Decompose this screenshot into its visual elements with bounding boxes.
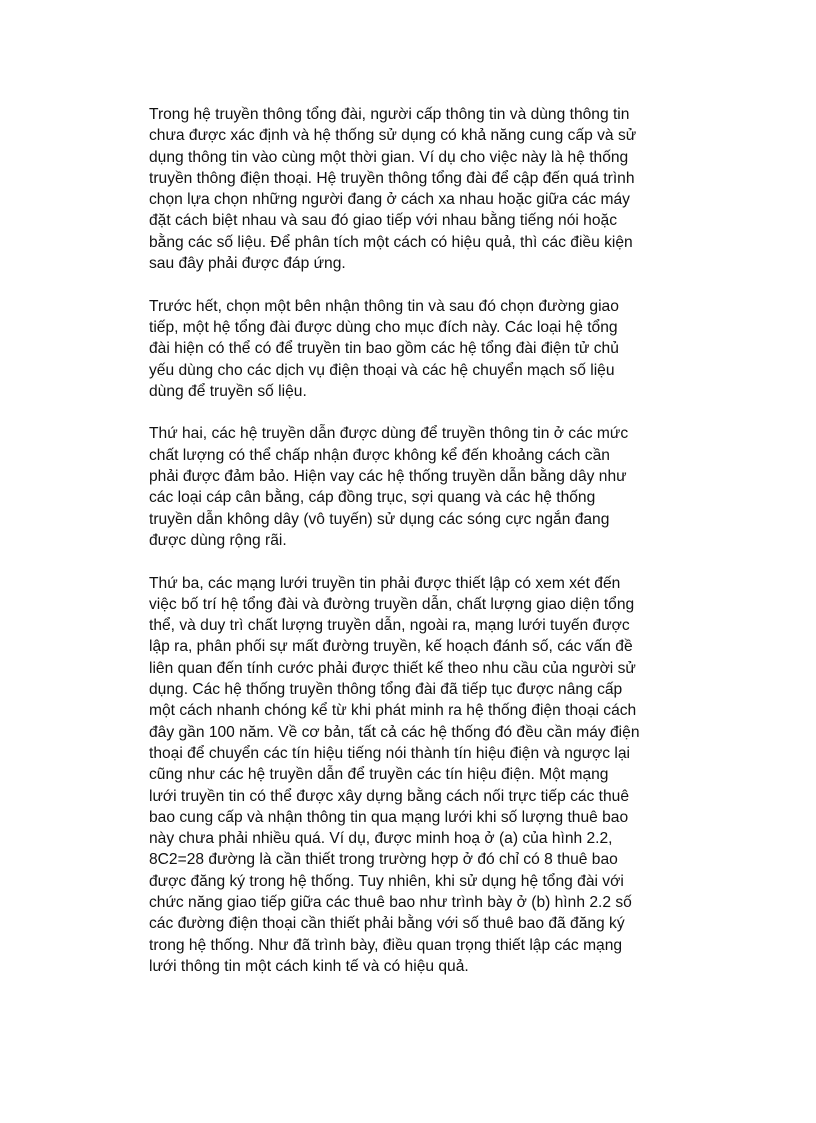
document-body [149, 104, 709, 998]
text-line: Thứ ba, các mạng lưới truyền tin phải được thiết lập có xem xét đến [149, 574, 621, 592]
text-line: lưới thông tin một cách kinh tế và có hiệu quả. [149, 957, 469, 975]
text-line: thoại để chuyển các tín hiệu tiếng nói thành tín hiệu điện và ngược lại [149, 744, 631, 762]
text-line: truyền dẫn không dây (vô tuyến) sử dụng các sóng cực ngắn đang [149, 510, 610, 528]
text-line: việc bố trí hệ tổng đài và đường truyền dẫn, chất lượng giao diện tổng [149, 595, 635, 613]
text-line: Trong hệ truyền thông tổng đài, người cấp thông tin và dùng thông tin [149, 106, 630, 123]
text-line: cũng như các hệ truyền dẫn để truyền các tín hiệu điện. Một mạng [149, 766, 609, 784]
text-line: chọn lựa chọn những người đang ở cách xa nhau hoặc giữa các máy [149, 191, 630, 209]
text-line: dùng để truyền số liệu. [149, 382, 307, 400]
text-line: bằng các số liệu. Để phân tích một cách có hiệu quả, thì các điều kiện [149, 233, 633, 251]
text-line: lưới truyền tin có thể được xây dựng bằng cách nối trực tiếp các thuê [149, 787, 630, 805]
text-line: bao cung cấp và nhận thông tin qua mạng lưới khi số lượng thuê bao [149, 808, 629, 826]
text-line: sau đây phải được đáp ứng. [149, 255, 346, 273]
text-line: Trước hết, chọn một bên nhận thông tin và sau đó chọn đường giao [149, 297, 619, 315]
text-line: tiếp, một hệ tổng đài được dùng cho mục đích này. Các loại hệ tổng [149, 318, 618, 336]
text-line: lập ra, phân phối sự mất đường truyền, kế hoạch đánh số, các vấn đề [149, 638, 633, 656]
text-line: đài hiện có thể có để truyền tin bao gồm các hệ tổng đài điện tử chủ [149, 340, 619, 358]
text-line: đây gần 100 năm. Về cơ bản, tất cả các hệ thống đó đều cần máy điện [149, 723, 640, 741]
text-line: đặt cách biệt nhau và sau đó giao tiếp với nhau bằng tiếng nói hoặc [149, 212, 617, 230]
text-line: dụng thông tin vào cùng một thời gian. Ví dụ cho việc này là hệ thống [149, 148, 629, 166]
text-line: một cách nhanh chóng kể từ khi phát minh ra hệ thống điện thoại cách [149, 702, 637, 720]
text-line: chưa được xác định và hệ thống sử dụng có khả năng cung cấp và sử [149, 127, 637, 145]
text-line: chất lượng có thể chấp nhận được không kể đến khoảng cách cần [149, 446, 610, 464]
text-line: trong hệ thống. Như đã trình bày, điều quan trọng thiết lập các mạng [149, 936, 623, 954]
text-line: chức năng giao tiếp giữa các thuê bao như trình bày ở (b) hình 2.2 số [149, 893, 632, 911]
text-line: được đăng ký trong hệ thống. Tuy nhiên, khi sử dụng hệ tổng đài với [149, 872, 624, 890]
text-line: liên quan đến tính cước phải được thiết kế theo nhu cầu của người sử [149, 659, 636, 677]
text-line: truyền thông điện thoại. Hệ truyền thông tổng đài để cập đến quá trình [149, 169, 635, 187]
text-line: này chưa phải nhiều quá. Ví dụ, được minh hoạ ở (a) của hình 2.2, [149, 830, 613, 848]
text-line: các loại cáp cân bằng, cáp đồng trục, sợi quang và các hệ thống [149, 489, 596, 507]
paragraph-3 [149, 423, 709, 551]
text-line: dụng. Các hệ thống truyền thông tổng đài đã tiếp tục được nâng cấp [149, 681, 623, 699]
text-line: yếu dùng cho các dịch vụ điện thoại và các hệ chuyển mạch số liệu [149, 361, 615, 379]
text-line: các đường điện thoại cần thiết phải bằng với số thuê bao đã đăng ký [149, 915, 625, 933]
text-line: 8C2=28 đường là cần thiết trong trường hợp ở đó chỉ có 8 thuê bao [149, 851, 618, 869]
paragraph-4 [149, 573, 709, 978]
text-line: Thứ hai, các hệ truyền dẫn được dùng để truyền thông tin ở các mức [149, 425, 629, 443]
text-line: phải được đảm bảo. Hiện vay các hệ thống truyền dẫn bằng dây như [149, 468, 627, 486]
paragraph-1 [149, 104, 709, 274]
paragraph-2 [149, 296, 709, 402]
text-line: thể, và duy trì chất lượng truyền dẫn, ngoài ra, mạng lưới tuyến được [149, 617, 630, 635]
text-line: được dùng rộng rãi. [149, 531, 287, 549]
